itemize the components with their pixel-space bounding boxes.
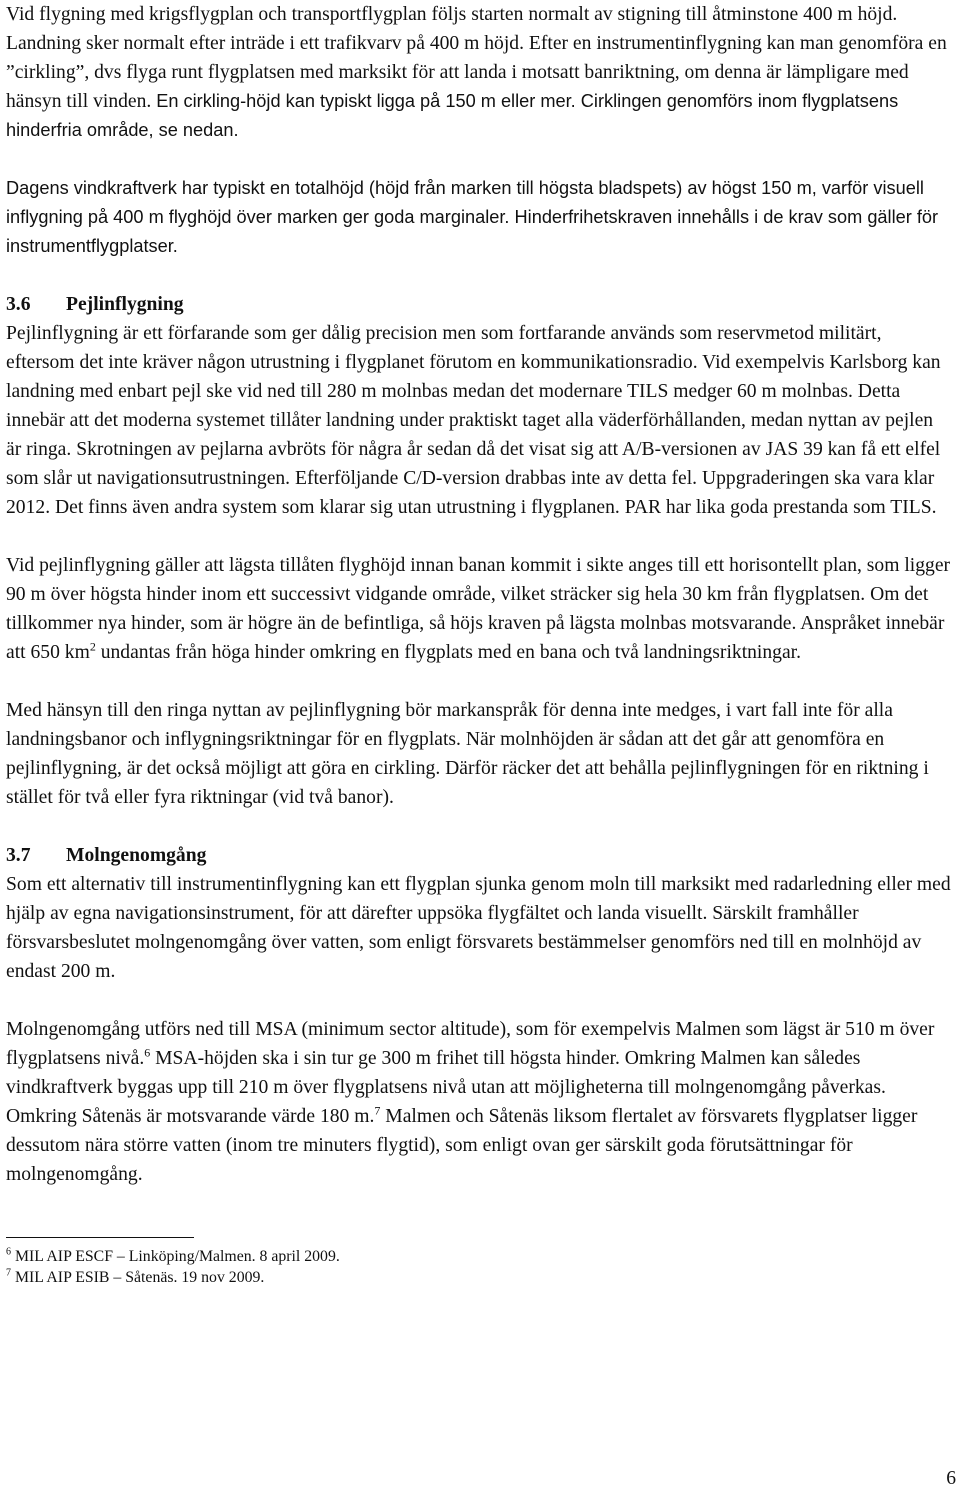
text-run: Uppgraderingen ska vara klar 2012. [6, 468, 935, 518]
footnote [6, 1246, 952, 1267]
text-run: Detta innebär att det moderna systemet tillåter landning under praktiskt taget alla väderförhållanden, medan nyttan av pejlen är ringa. [6, 381, 934, 460]
moln-paragraph-1 [6, 870, 952, 986]
section-title: Molngenomgång [66, 845, 207, 866]
wind-turbine-paragraph [6, 174, 952, 261]
footnote-ref[interactable]: 7 [374, 1103, 381, 1118]
text-run: Vid exempelvis Karlsborg kan landning med enbart pejl ske vid ned till 280 m molnbas medan det modernare TILS medger 60 m molnbas. [6, 352, 941, 402]
intro-text-a: Vid flygning med krigsflygplan och transportflygplan följs starten normalt av stigning till åtminstone 400 m höjd. Landning sker normalt efter inträde i ett trafikvarv på 400 m höjd. Efter en instrumentinflygning kan man genomföra en ”cirkling”, dvs flyga runt flygplatsen med marksikt för att landa i motsatt banriktning, om denna är lämpligare med hänsyn till vinden. [6, 4, 947, 112]
intro-paragraph [6, 0, 952, 145]
footnote-ref[interactable]: 6 [144, 1045, 151, 1060]
section-heading-3-6 [6, 290, 952, 319]
intro-text-b: En cirkling-höjd kan typiskt ligga på 150 m eller mer. Cirklingen genomförs inom flygplatsens hinderfria område, se nedan. [6, 91, 899, 140]
footnote-number: 7 [6, 1267, 11, 1279]
footnote-text: MIL AIP ESCF – Linköping/Malmen. 8 april 2009. [14, 1248, 340, 1265]
pejl-paragraph-3 [6, 696, 952, 812]
text-run: Anspråket innebär att 650 km [6, 613, 945, 663]
footnote [6, 1267, 952, 1288]
pejl-paragraph-2 [6, 551, 952, 667]
pejl-paragraph-1 [6, 319, 952, 522]
text-run: Skrotningen av pejlarna avbröts för några år sedan då det visat sig att A/B-versionen av JAS 39 kan få ett elfel som slår ut navigationsutrustningen. [6, 439, 941, 489]
wind-text: Dagens vindkraftverk har typiskt en totalhöjd (höjd från marken till högsta bladspets) av högst 150 m, varför visuell inflygning på 400 m flyghöjd över marken ger goda marginaler. Hinderfrihetskraven innehålls i de krav som gäller för instrumentflygplatser. [6, 178, 939, 256]
text-run: Molngenomgång utförs ned till MSA (minimum sector altitude), som för exempelvis Malmen som lägst är 510 m över flygplatsens nivå. [6, 1019, 935, 1069]
text-run: PAR har lika goda prestanda som TILS. [624, 497, 937, 518]
text-run: Det finns även andra system som klarar sig utan utrustning i flygplanen. [54, 497, 625, 518]
section-number: 3.6 [6, 294, 31, 315]
text-run: Med hänsyn till den ringa nyttan av pejlinflygning bör markanspråk för denna inte medges, i vart fall inte för alla landningsbanor och inflygningsriktningar för en flygplats. [6, 700, 893, 750]
superscript: 2 [89, 639, 96, 654]
section-number: 3.7 [6, 845, 31, 866]
text-run: Pejlinflygning är ett förfarande som ger dålig precision men som fortfarande används som reservmetod militärt, eftersom det inte kräver någon utrustning i flygplanet förutom en kommunikationsradio. [6, 323, 882, 373]
text-run: Därför räcker det att behålla pejlinflygningen för en riktning i stället för två eller fyra riktningar (vid två banor). [6, 758, 929, 808]
section-title: Pejlinflygning [66, 294, 184, 315]
text-run: Om det tillkommer nya hinder, som är högre än de befintliga, så höjs kraven på lägsta molnbas motsvarande. [6, 584, 929, 634]
text-run: MSA-höjden ska i sin tur ge 300 m frihet till högsta hinder. [150, 1048, 625, 1069]
text-run: Vid pejlinflygning gäller att lägsta tillåten flyghöjd innan banan kommit i sikte anges till ett horisontellt plan, som ligger 90 m över högsta hinder inom ett successivt vidgande område, vilket sträcker sig hela 30 km från flygplatsen. [6, 555, 951, 605]
text-run: undantas från höga hinder omkring en flygplats med en bana och två landningsriktningar. [95, 642, 802, 663]
footnote-text: MIL AIP ESIB – Såtenäs. 19 nov 2009. [14, 1269, 265, 1286]
footnote-divider [6, 1237, 194, 1238]
moln-paragraph-2 [6, 1015, 952, 1189]
text-run: Som ett alternativ till instrumentinflygning kan ett flygplan sjunka genom moln till marksikt med radarledning eller med hjälp av egna navigationsinstrument, för att därefter uppsöka flygfältet och landa visuellt. [6, 874, 951, 924]
document-page [6, 0, 952, 1288]
page-number: 6 [946, 1468, 956, 1489]
text-run: Malmen och Såtenäs liksom flertalet av försvarets flygplatser ligger dessutom nära större vatten (inom tre minuters flygtid), som enligt ovan ger särskilt goda förutsättningar för molngenomgång. [6, 1106, 918, 1185]
footnote-number: 6 [6, 1246, 11, 1258]
text-run: Efterföljande C/D-version drabbas inte av detta fel. [294, 468, 702, 489]
text-run: Omkring Malmen kan således vindkraftverk byggas upp till 210 m över flygplatsens nivå utan att möjligheterna till molngenomgång påverkas. [6, 1048, 886, 1098]
text-run: Omkring Såtenäs är motsvarande värde 180 m. [6, 1106, 375, 1127]
text-run: Särskilt framhåller försvarsbeslutet molngenomgång över vatten, som enligt försvarets bestämmelser genomförs ned till en molnhöjd av endast 200 m. [6, 903, 922, 982]
text-run: När molnhöjden är sådan att det går att genomföra en pejlinflygning, är det också möjligt att göra en cirkling. [6, 729, 885, 779]
section-heading-3-7 [6, 841, 952, 870]
